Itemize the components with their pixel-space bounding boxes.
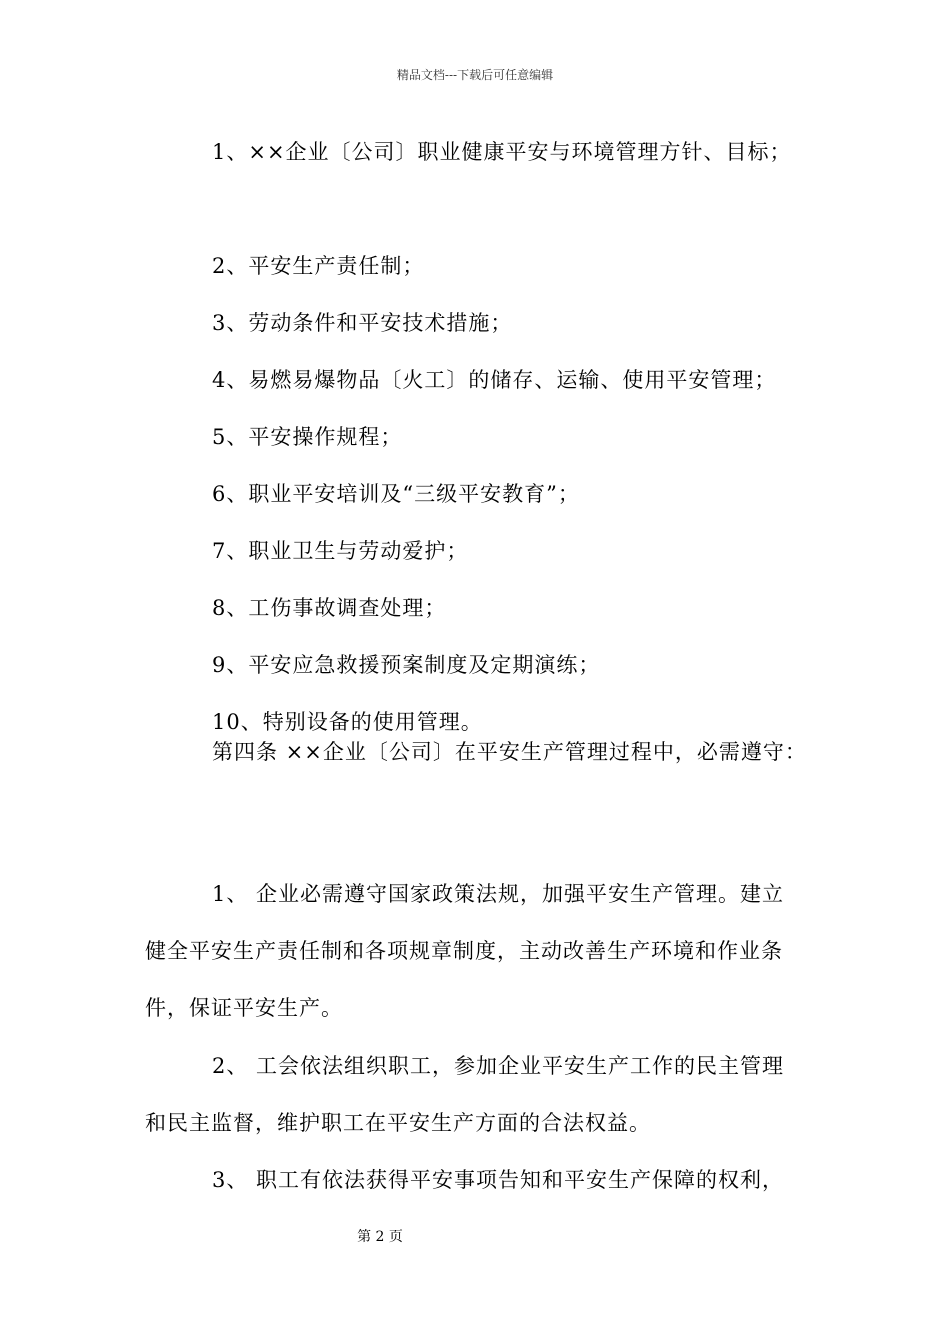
list-item-3: 3、劳动条件和平安技术措施；: [212, 311, 513, 335]
paragraph-1-line-2: 健全平安生产责任制和各项规章制度，主动改善生产环境和作业条: [145, 939, 783, 963]
list-item-9: 9、平安应急救援预案制度及定期演练；: [212, 653, 601, 677]
list-item-8: 8、工伤事故调查处理；: [212, 596, 447, 620]
paragraph-1-line-1: 1、 企业必需遵守国家政策法规，加强平安生产管理。建立: [212, 882, 785, 906]
list-item-1: 1、××企业〔公司〕职业健康平安与环境管理方针、目标；: [212, 140, 792, 164]
list-item-4: 4、易燃易爆物品〔火工〕的储存、运输、使用平安管理；: [212, 368, 777, 392]
article-4-heading: 第四条 ××企业〔公司〕在平安生产管理过程中，必需遵守：: [212, 740, 807, 764]
paragraph-1-line-3: 件，保证平安生产。: [145, 996, 343, 1020]
paragraph-2-line-1: 2、 工会依法组织职工，参加企业平安生产工作的民主管理: [212, 1054, 785, 1078]
paragraph-3-line-1: 3、 职工有依法获得平安事项告知和平安生产保障的权利，: [212, 1168, 785, 1192]
page-number: 第 2 页: [357, 1229, 403, 1245]
paragraph-2-line-2: 和民主监督，维护职工在平安生产方面的合法权益。: [145, 1111, 651, 1135]
list-item-6: 6、职业平安培训及“三级平安教育”；: [212, 482, 580, 506]
list-item-5: 5、平安操作规程；: [212, 425, 403, 449]
list-item-10: 10、特别设备的使用管理。: [212, 710, 483, 734]
page-header: 精品文档---下载后可任意编辑: [396, 68, 554, 82]
list-item-2: 2、平安生产责任制；: [212, 254, 425, 278]
list-item-7: 7、职业卫生与劳动爱护；: [212, 539, 469, 563]
